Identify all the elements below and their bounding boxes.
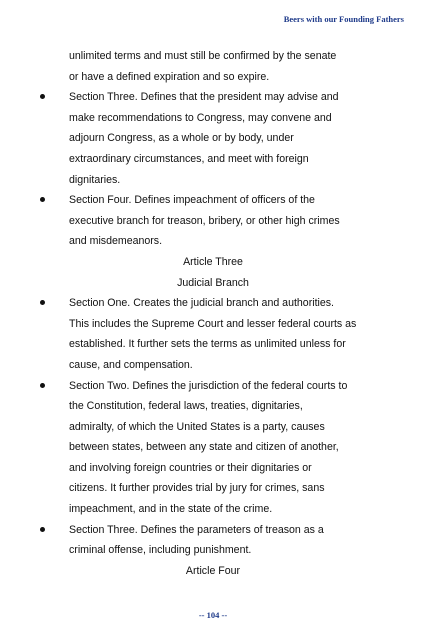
text-line bbox=[0, 520, 426, 541]
line-text: and involving foreign countries or their dignitaries or bbox=[69, 461, 312, 474]
text-line bbox=[0, 314, 426, 335]
line-text: Section Three. Defines that the president may advise and bbox=[69, 91, 339, 104]
text-line bbox=[0, 170, 426, 191]
line-text: the Constitution, federal laws, treaties, dignitaries, bbox=[69, 400, 303, 413]
line-text: criminal offense, including punishment. bbox=[69, 544, 252, 557]
section-heading bbox=[0, 273, 426, 294]
line-text: extraordinary circumstances, and meet with foreign bbox=[69, 152, 309, 165]
text-line bbox=[0, 417, 426, 438]
line-text: Section Two. Defines the jurisdiction of the federal courts to bbox=[69, 379, 348, 392]
line-text: Judicial Branch bbox=[177, 276, 249, 289]
text-line bbox=[0, 231, 426, 252]
text-line bbox=[0, 478, 426, 499]
text-line bbox=[0, 437, 426, 458]
bullet-icon bbox=[40, 300, 45, 305]
page-number: -- 104 -- bbox=[198, 610, 228, 620]
page-body bbox=[0, 46, 426, 581]
line-text: Section Three. Defines the parameters of treason as a bbox=[69, 523, 324, 536]
text-line bbox=[0, 67, 426, 88]
line-text: impeachment, and in the state of the crime. bbox=[69, 503, 273, 516]
line-text: established. It further sets the terms as unlimited unless for bbox=[69, 338, 346, 351]
text-line bbox=[0, 149, 426, 170]
text-line bbox=[0, 458, 426, 479]
line-text: executive branch for treason, bribery, or other high crimes bbox=[69, 214, 340, 227]
bullet-icon bbox=[40, 94, 45, 99]
text-line bbox=[0, 334, 426, 355]
line-text: make recommendations to Congress, may convene and bbox=[69, 111, 332, 124]
text-line bbox=[0, 211, 426, 232]
line-text: admiralty, of which the United States is a party, causes bbox=[69, 420, 325, 433]
text-line bbox=[0, 293, 426, 314]
line-text: citizens. It further provides trial by jury for crimes, sans bbox=[69, 482, 325, 495]
line-text: between states, between any state and citizen of another, bbox=[69, 441, 339, 454]
line-text: and misdemeanors. bbox=[69, 235, 163, 248]
text-line bbox=[0, 87, 426, 108]
text-line bbox=[0, 190, 426, 211]
text-line bbox=[0, 376, 426, 397]
line-text: adjourn Congress, as a whole or by body, under bbox=[69, 132, 294, 145]
line-text: Article Three bbox=[183, 255, 243, 268]
text-line bbox=[0, 396, 426, 417]
line-text: unlimited terms and must still be confirmed by the senate bbox=[69, 50, 337, 62]
running-header: Beers with our Founding Fathers bbox=[283, 14, 404, 24]
text-line bbox=[0, 128, 426, 149]
line-text: Section Four. Defines impeachment of officers of the bbox=[69, 194, 315, 207]
bullet-icon bbox=[40, 383, 45, 388]
text-line bbox=[0, 108, 426, 129]
section-heading bbox=[0, 561, 426, 582]
section-heading bbox=[0, 252, 426, 273]
text-line bbox=[0, 499, 426, 520]
text-line bbox=[0, 540, 426, 561]
line-text: or have a defined expiration and so expire. bbox=[69, 70, 270, 83]
bullet-icon bbox=[40, 197, 45, 202]
line-text: This includes the Supreme Court and lesser federal courts as bbox=[69, 317, 357, 330]
bullet-icon bbox=[40, 527, 45, 532]
line-text: Section One. Creates the judicial branch and authorities. bbox=[69, 297, 334, 310]
text-line bbox=[0, 46, 426, 67]
text-line bbox=[0, 355, 426, 376]
line-text: dignitaries. bbox=[69, 173, 121, 186]
line-text: cause, and compensation. bbox=[69, 358, 193, 371]
line-text: Article Four bbox=[185, 564, 241, 577]
